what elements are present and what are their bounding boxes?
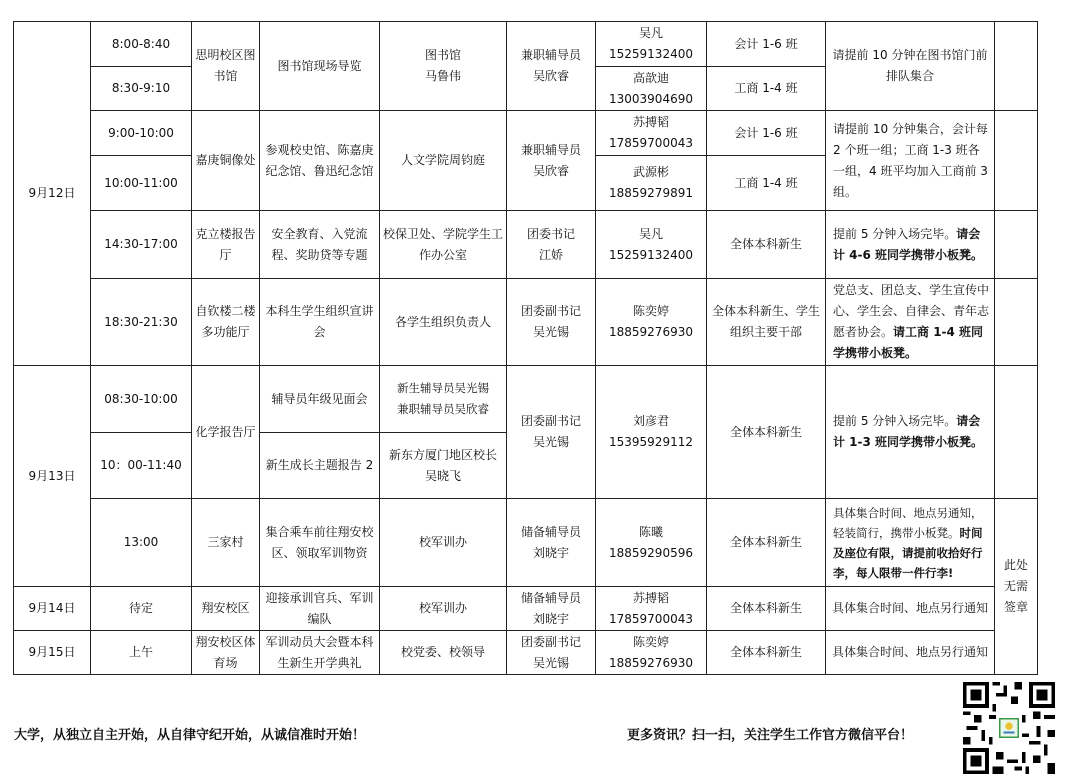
footer-wechat-prompt: 更多资讯？扫一扫，关注学生工作官方微信平台！: [627, 728, 914, 743]
lead-cell: 兼职辅导员 吴欣睿: [507, 111, 596, 211]
content-cell: 军训动员大会暨本科生新生开学典礼: [260, 631, 380, 675]
note-text: 提前 5 分钟入场完毕。: [833, 414, 957, 428]
time-cell: 8:00-8:40: [91, 22, 192, 67]
note-cell: 具体集合时间、地点另行通知: [826, 631, 995, 675]
lead-cell: 团委副书记 吴光锡: [507, 631, 596, 675]
org-cell: 新生辅导员吴光锡 兼职辅导员吴欣睿: [380, 366, 507, 433]
content-cell: 安全教育、入党流程、奖助贷等专题: [260, 211, 380, 279]
place-cell: 嘉庚铜像处: [192, 111, 260, 211]
contact-cell: 苏搏韬 17859700043: [596, 111, 707, 156]
note-cell: 请提前 10 分钟在图书馆门前排队集合: [826, 22, 995, 111]
target-cell: 工商 1-4 班: [707, 156, 826, 211]
footer-motto: 大学，从独立自主开始，从自律守纪开始，从诚信准时开始！: [14, 728, 366, 743]
content-cell: 辅导员年级见面会: [260, 366, 380, 433]
note-cell: [826, 366, 995, 499]
place-cell: 克立楼报告厅: [192, 211, 260, 279]
content-cell: 图书馆现场导览: [260, 22, 380, 111]
schedule-table: [13, 21, 1038, 675]
note-text: 具体集合时间、地点另通知，轻装简行，携带小板凳。: [833, 505, 983, 540]
date-cell: 9月12日: [14, 22, 91, 366]
org-cell: 各学生组织负责人: [380, 279, 507, 366]
target-cell: 全体本科新生、学生组织主要干部: [707, 279, 826, 366]
date-cell: 9月15日: [14, 631, 91, 675]
contact-cell: 陈奕婷 18859276930: [596, 631, 707, 675]
time-cell: 10：00-11:40: [91, 433, 192, 499]
content-cell: 迎接承训官兵、军训编队: [260, 587, 380, 631]
note-emphasis: 时间及座位有限，请提前收拾好行李，每人限带一件行李!: [833, 525, 983, 580]
contact-cell: 武源彬 18859279891: [596, 156, 707, 211]
contact-cell: 陈奕婷 18859276930: [596, 279, 707, 366]
target-cell: 全体本科新生: [707, 631, 826, 675]
time-cell: 18:30-21:30: [91, 279, 192, 366]
sign-cell: [995, 366, 1038, 499]
sign-cell: [995, 279, 1038, 366]
note-emphasis: 请会计 1-3 班同学携带小板凳。: [833, 414, 984, 449]
target-cell: 会计 1-6 班: [707, 111, 826, 156]
place-cell: 翔安校区: [192, 587, 260, 631]
content-cell: 集合乘车前往翔安校区、领取军训物资: [260, 499, 380, 587]
time-cell: 14:30-17:00: [91, 211, 192, 279]
org-cell: 校军训办: [380, 499, 507, 587]
sign-cell: [995, 211, 1038, 279]
sign-cell: [995, 111, 1038, 211]
time-cell: 上午: [91, 631, 192, 675]
lead-cell: 团委副书记 吴光锡: [507, 279, 596, 366]
time-cell: 8:30-9:10: [91, 67, 192, 111]
target-cell: 全体本科新生: [707, 211, 826, 279]
contact-cell: 吴凡 15259132400: [596, 22, 707, 67]
note-cell: 具体集合时间、地点另行通知: [826, 587, 995, 631]
date-cell: 9月14日: [14, 587, 91, 631]
time-cell: 待定: [91, 587, 192, 631]
target-cell: 全体本科新生: [707, 366, 826, 499]
contact-cell: 陈曦 18859290596: [596, 499, 707, 587]
content-cell: 参观校史馆、陈嘉庚纪念馆、鲁迅纪念馆: [260, 111, 380, 211]
place-cell: 思明校区图书馆: [192, 22, 260, 111]
note-cell: [826, 211, 995, 279]
note-text: 党总支、团总支、学生宣传中心、学生会、自律会、青年志愿者协会。: [833, 283, 990, 339]
target-cell: 工商 1-4 班: [707, 67, 826, 111]
target-cell: 全体本科新生: [707, 587, 826, 631]
lead-cell: 团委副书记 吴光锡: [507, 366, 596, 499]
time-cell: 08:30-10:00: [91, 366, 192, 433]
content-cell: 本科生学生组织宣讲会: [260, 279, 380, 366]
place-cell: 三家村: [192, 499, 260, 587]
contact-cell: 苏搏韬 17859700043: [596, 587, 707, 631]
org-cell: 校保卫处、学院学生工作办公室: [380, 211, 507, 279]
lead-cell: 兼职辅导员 吴欣睿: [507, 22, 596, 111]
contact-cell: 刘彦君 15395929112: [596, 366, 707, 499]
note-cell: [826, 499, 995, 587]
date-cell: 9月13日: [14, 366, 91, 587]
content-cell: 新生成长主题报告 2: [260, 433, 380, 499]
lead-cell: 团委书记 江娇: [507, 211, 596, 279]
note-cell: 请提前 10 分钟集合，会计每 2 个班一组；工商 1-3 班各一组，4 班平均加入工商前 3 组。: [826, 111, 995, 211]
target-cell: 全体本科新生: [707, 499, 826, 587]
target-cell: 会计 1-6 班: [707, 22, 826, 67]
time-cell: 13:00: [91, 499, 192, 587]
org-cell: 图书馆 马鲁伟: [380, 22, 507, 111]
note-emphasis: 请工商 1-4 班同学携带小板凳。: [833, 325, 984, 360]
org-cell: 人文学院周钧庭: [380, 111, 507, 211]
note-text: 提前 5 分钟入场完毕。: [833, 226, 957, 241]
place-cell: 化学报告厅: [192, 366, 260, 499]
time-cell: 9:00-10:00: [91, 111, 192, 156]
org-cell: 校军训办: [380, 587, 507, 631]
qr-code-icon[interactable]: [963, 682, 1055, 774]
place-cell: 翔安校区体育场: [192, 631, 260, 675]
org-cell: 校党委、校领导: [380, 631, 507, 675]
time-cell: 10:00-11:00: [91, 156, 192, 211]
place-cell: 自钦楼二楼多功能厅: [192, 279, 260, 366]
sign-note-cell: 此处无需签章: [995, 499, 1038, 675]
sign-cell: [995, 22, 1038, 111]
org-cell: 新东方厦门地区校长 吴晓飞: [380, 433, 507, 499]
contact-cell: 高歆迪 13003904690: [596, 67, 707, 111]
lead-cell: 储备辅导员 刘晓宇: [507, 587, 596, 631]
note-cell: [826, 279, 995, 366]
contact-cell: 吴凡 15259132400: [596, 211, 707, 279]
lead-cell: 储备辅导员 刘晓宇: [507, 499, 596, 587]
note-emphasis: 请会计 4-6 班同学携带小板凳。: [833, 226, 984, 262]
